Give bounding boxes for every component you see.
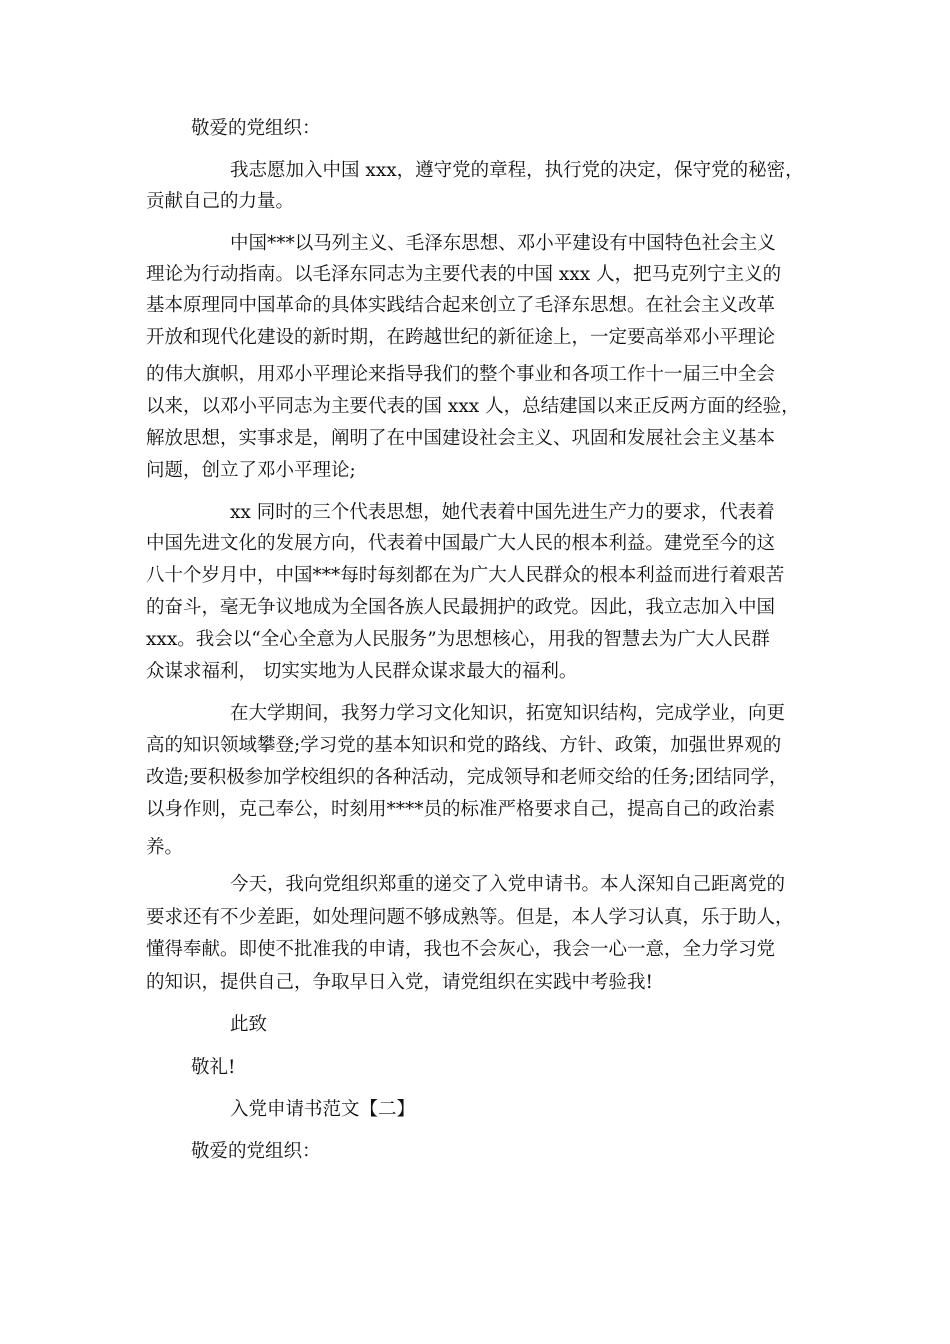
closing-line: 敬礼!	[191, 1057, 236, 1078]
paragraph-line: xx 同时的三个代表思想，她代表着中国先进生产力的要求，代表着	[230, 502, 775, 523]
paragraph-line: 我志愿加入中国 xxx，遵守党的章程，执行党的决定，保守党的秘密，	[230, 160, 804, 181]
paragraph-line: 以身作则，克己奉公，时刻用****员的标准严格要求自己，提高自己的政治素	[146, 799, 776, 820]
paragraph-line: 的伟大旗帜，用邓小平理论来指导我们的整个事业和各项工作十一届三中全会	[146, 364, 776, 385]
paragraph-line: 理论为行动指南。以毛泽东同志为主要代表的中国 xxx 人，把马克列宁主义的	[146, 264, 782, 285]
paragraph-line: 基本原理同中国革命的具体实践结合起来创立了毛泽东思想。在社会主义改革	[146, 295, 776, 316]
paragraph-line: 以来，以邓小平同志为主要代表的国 xxx 人，总结建国以来正反两方面的经验，	[146, 396, 800, 417]
closing-line: 此致	[230, 1014, 268, 1035]
paragraph-line: 开放和现代化建设的新时期，在跨越世纪的新征途上，一定要高举邓小平理论	[146, 327, 776, 348]
paragraph-line: 众谋求福利， 切实实地为人民群众谋求最大的福利。	[146, 661, 578, 682]
paragraph-line: 中国***以马列主义、毛泽东思想、邓小平建设有中国特色社会主义	[230, 233, 776, 254]
paragraph-line: 懂得奉献。即使不批准我的申请，我也不会灰心，我会一心一意，全力学习党	[146, 939, 776, 960]
paragraph-line: 今天，我向党组织郑重的递交了入党申请书。本人深知自己距离党的	[230, 874, 786, 895]
section-title: 入党申请书范文【二】	[230, 1099, 416, 1120]
paragraph-line: 的奋斗，毫无争议地成为全国各族人民最拥护的政党。因此，我立志加入中国	[146, 597, 776, 618]
paragraph-line: 改造;要积极参加学校组织的各种活动，完成领导和老师交给的任务;团结同学，	[146, 767, 788, 788]
paragraph-line: 贡献自己的力量。	[146, 191, 295, 212]
paragraph-line: xxx。我会以“全心全意为人民服务”为思想核心，用我的智慧去为广大人民群	[146, 629, 770, 650]
salutation: 敬爱的党组织：	[191, 1141, 321, 1162]
paragraph-line: 高的知识领域攀登;学习党的基本知识和党的路线、方针、政策，加强世界观的	[146, 735, 782, 756]
paragraph-line: 要求还有不少差距，如处理问题不够成熟等。但是，本人学习认真，乐于助人，	[146, 907, 794, 928]
paragraph-line: 在大学期间，我努力学习文化知识，拓宽知识结构，完成学业，向更	[230, 703, 786, 724]
paragraph-line: 解放思想，实事求是，阐明了在中国建设社会主义、巩固和发展社会主义基本	[146, 428, 776, 449]
paragraph-line: 中国先进文化的发展方向，代表着中国最广大人民的根本利益。建党至今的这	[146, 533, 776, 554]
paragraph-line: 问题，创立了邓小平理论;	[146, 460, 356, 481]
paragraph-line: 的知识，提供自己，争取早日入党，请党组织在实践中考验我!	[146, 972, 653, 993]
paragraph-line: 八十个岁月中，中国***每时每刻都在为广大人民群众的根本利益而进行着艰苦	[146, 565, 785, 586]
paragraph-line: 养。	[146, 837, 184, 858]
salutation: 敬爱的党组织：	[191, 118, 321, 139]
